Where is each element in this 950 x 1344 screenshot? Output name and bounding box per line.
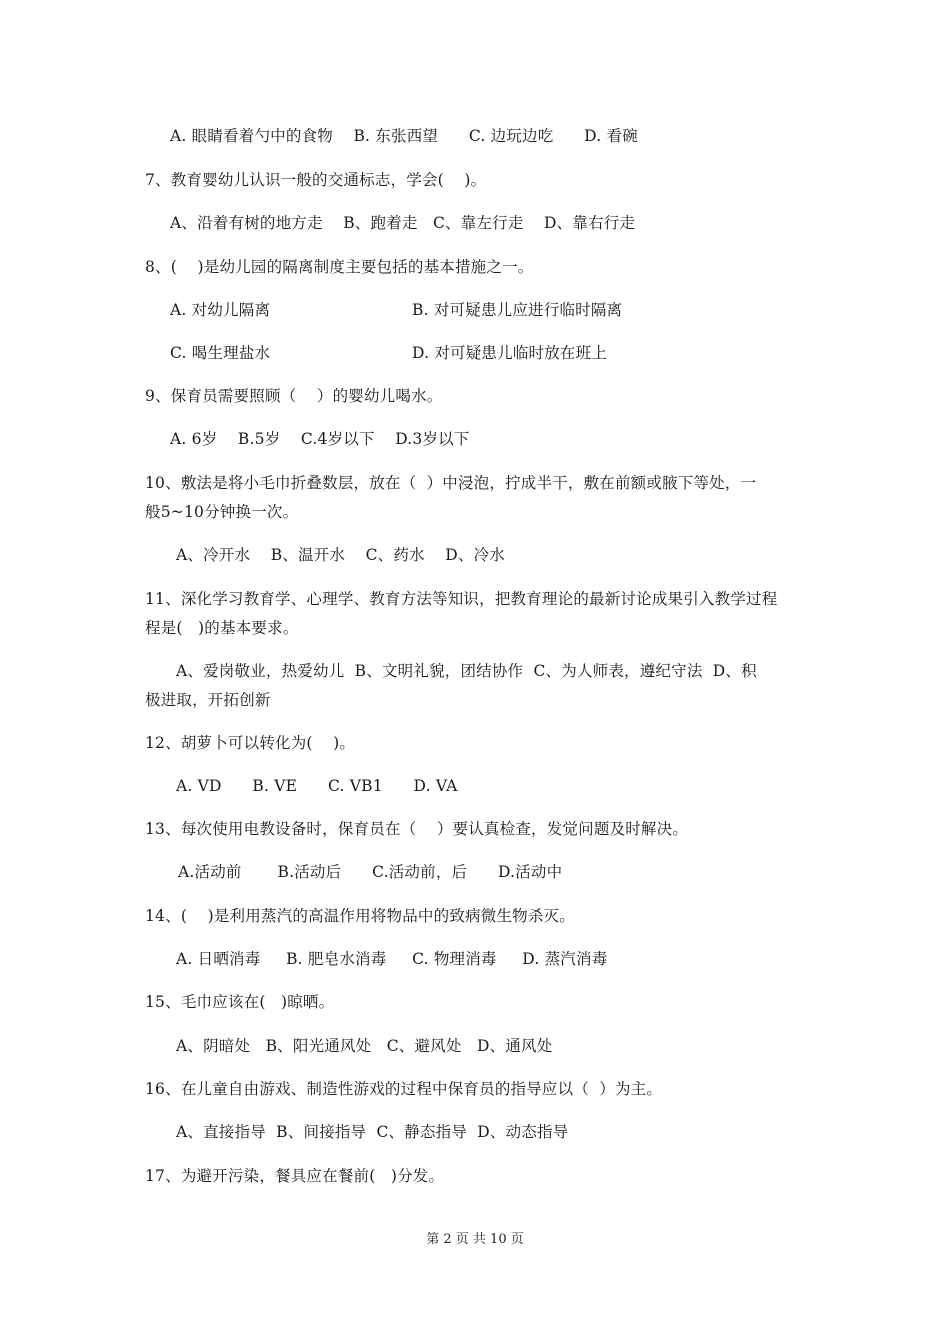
q9-options: A. 6岁 B.5岁 C.4岁以下 D.3岁以下: [170, 430, 470, 448]
q6-options: A. 眼睛看着勺中的食物 B. 东张西望 C. 边玩边吃 D. 看碗: [170, 127, 638, 145]
q14-options: A. 日晒消毒 B. 肥皂水消毒 C. 物理消毒 D. 蒸汽消毒: [176, 950, 608, 968]
q16-stem: 16、在儿童自由游戏、制造性游戏的过程中保育员的指导应以（ ）为主。: [145, 1080, 663, 1098]
q10-options: A、冷开水 B、温开水 C、药水 D、冷水: [176, 546, 505, 564]
q12-options: A. VD B. VE C. VB1 D. VA: [176, 777, 458, 795]
q12-stem: 12、胡萝卜可以转化为( )。: [145, 734, 356, 752]
page-number-footer: 第 2 页 共 10 页: [426, 1232, 524, 1247]
q11-options-line1: A、爱岗敬业，热爱幼儿 B、文明礼貌，团结协作 C、为人师表，遵纪守法 D、积: [176, 662, 757, 680]
q8-option-c: C. 喝生理盐水: [170, 344, 271, 362]
q14-stem: 14、( )是利用蒸汽的高温作用将物品中的致病微生物杀灭。: [145, 907, 575, 925]
q8-option-b: B. 对可疑患儿应进行临时隔离: [412, 301, 623, 319]
q7-options: A、沿着有树的地方走 B、跑着走 C、靠左行走 D、靠右行走: [170, 214, 636, 232]
q7-stem: 7、教育婴幼儿认识一般的交通标志，学会( )。: [145, 171, 487, 189]
q8-stem: 8、( )是幼儿园的隔离制度主要包括的基本措施之一。: [145, 258, 534, 276]
q17-stem: 17、为避开污染，餐具应在餐前( )分发。: [145, 1167, 445, 1185]
q15-stem: 15、毛巾应该在( )晾晒。: [145, 993, 335, 1011]
q13-options: A.活动前 B.活动后 C.活动前，后 D.活动中: [178, 863, 563, 881]
q13-stem: 13、每次使用电教设备时，保育员在（ ）要认真检查，发觉问题及时解决。: [145, 820, 689, 838]
q9-stem: 9、保育员需要照顾（ ）的婴幼儿喝水。: [145, 387, 443, 405]
q11-stem-line2: 程是( )的基本要求。: [145, 619, 299, 637]
q11-stem-line1: 11、深化学习教育学、心理学、教育方法等知识，把教育理论的最新讨论成果引入教学过程: [145, 590, 778, 608]
q16-options: A、直接指导 B、间接指导 C、静态指导 D、动态指导: [176, 1123, 569, 1141]
q11-options-line2: 极进取，开拓创新: [145, 691, 271, 709]
q8-option-a: A. 对幼儿隔离: [170, 301, 271, 319]
q8-option-d: D. 对可疑患儿临时放在班上: [412, 344, 608, 362]
q10-stem-line2: 般5~10分钟换一次。: [145, 503, 299, 521]
q15-options: A、阴暗处 B、阳光通风处 C、避风处 D、通风处: [176, 1037, 553, 1055]
q10-stem-line1: 10、敷法是将小毛巾折叠数层，放在（ ）中浸泡，拧成半干，敷在前额或腋下等处，一: [145, 474, 757, 492]
